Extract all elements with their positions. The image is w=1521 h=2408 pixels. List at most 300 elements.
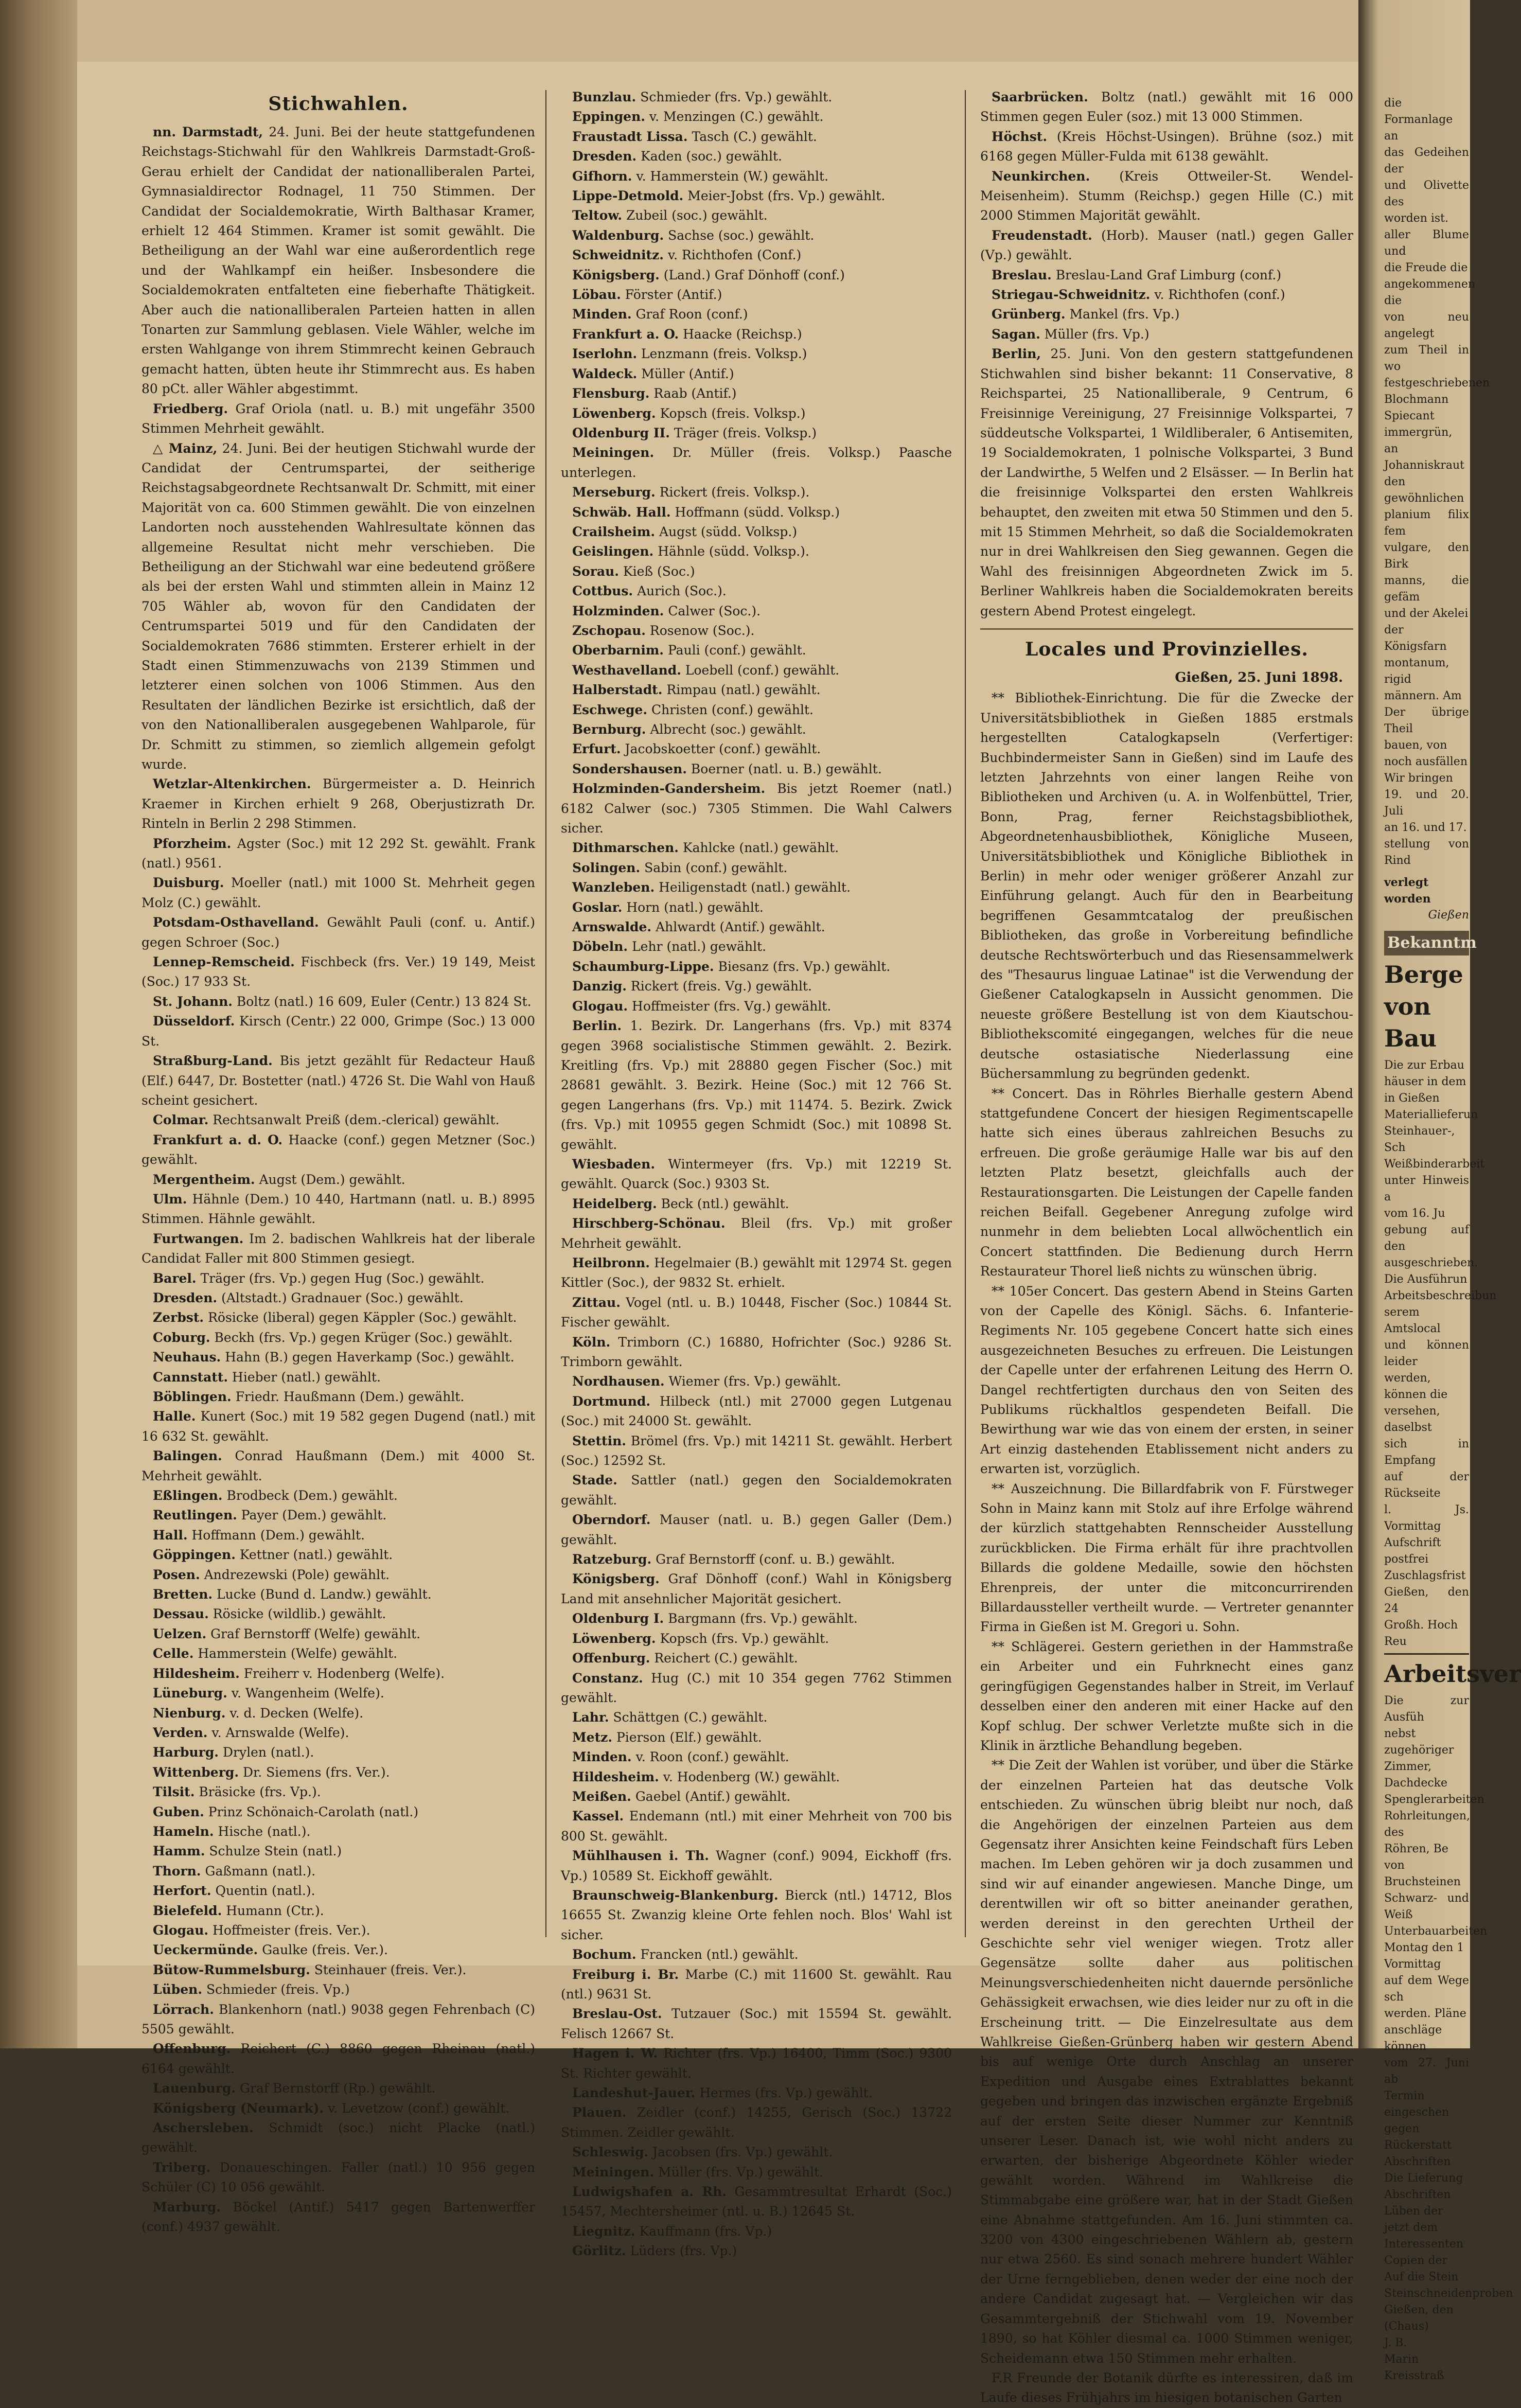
result-text: Sabin (conf.) gewählt. bbox=[644, 860, 788, 875]
constituency-name: Bielefeld. bbox=[153, 1903, 222, 1918]
local-news-item: ** Auszeichnung. Die Billardfabrik von F. Fürstweger Sohn in Mainz kann mit Stolz auf ihre Erfolge während der kürzlich stattgehabten Rennscheider Ausstellung zurückblicken. Die Firma erhält für ihre prachtvollen Billards die goldene Medaille, sowie den höchsten Ehrenpreis, der unter die mitconcurrirenden Billardaussteller vertheilt wurde. — Vertreter genannter Firma in Gießen ist M. Gregori u. Sohn. bbox=[980, 1481, 1353, 1635]
constituency-name: Düsseldorf. bbox=[153, 1014, 235, 1029]
constituency-name: Stade. bbox=[572, 1473, 617, 1488]
result-text: Reichert (C.) 8860 gegen Rheinau (natl.) 6164 gewählt. bbox=[142, 2041, 535, 2076]
constituency-name: Triberg. bbox=[153, 2159, 211, 2175]
constituency-name: Erfurt. bbox=[572, 741, 621, 757]
result-entry bbox=[142, 1170, 535, 1190]
result-text: Bräsicke (frs. Vp.). bbox=[199, 1784, 321, 1800]
fragment-line: sich in Empfang bbox=[1384, 1438, 1469, 1467]
constituency-name: △ Mainz, bbox=[153, 440, 218, 456]
result-text: Gesammtresultat Erhardt (Soc.) 15457, Mechtersheimer (ntl. u. B.) 12645 St. bbox=[561, 2184, 952, 2219]
fragment-lines bbox=[1384, 95, 1490, 869]
constituency-name: Waldeck. bbox=[572, 366, 638, 381]
result-entry bbox=[561, 878, 952, 897]
arbeitsvergebung-title: Arbeitsver bbox=[1384, 1653, 1469, 1690]
result-entry bbox=[561, 1431, 952, 1471]
result-text: v. Levetzow (conf.) gewählt. bbox=[328, 2100, 510, 2116]
result-entry bbox=[561, 384, 952, 403]
fragment-line: vom 16. Ju bbox=[1384, 1207, 1445, 1220]
result-entry bbox=[561, 562, 952, 581]
constituency-name: Hildesheim. bbox=[572, 1769, 659, 1784]
constituency-name: Meiningen. bbox=[572, 445, 655, 461]
result-text: Jacobskoetter (conf.) gewählt. bbox=[625, 741, 821, 757]
result-entry bbox=[142, 992, 535, 1012]
constituency-name: Schwäb. Hall. bbox=[572, 504, 671, 520]
result-entry bbox=[142, 1012, 535, 1051]
constituency-name: Barel. bbox=[153, 1270, 197, 1286]
local-news-item: ** 105er Concert. Das gestern Abend in Steins Garten von der Capelle des Königl. Sächs. 6. Infanterie-Regiments Nr. 105 gegebene Concert hatte sich eines ausgezeichneten Besuches zu erfreuen. Die Leistungen der Capelle unter der erfahrenen Leitung des Herrn O. Dangel rechtfertigten durchaus den von Seiten des Publikums rückhaltlos gespendeten Beifall. Die Bewirthung war wie das von einem der ersten, in seiner Art einzig dastehenden Etablissement nicht anders zu erwarten ist, vorzüglich. bbox=[980, 1283, 1353, 1477]
result-text: Drylen (natl.). bbox=[222, 1745, 314, 1760]
fragment-line: auf der Rückseite bbox=[1384, 1471, 1469, 1500]
result-text: Wagner (conf.) 9094, Eickhoff (frs. Vp.) 10589 St. Eickhoff gewählt. bbox=[561, 1848, 952, 1883]
constituency-name: Balingen. bbox=[153, 1448, 222, 1464]
fragment-line: Rohrleitungen, des bbox=[1384, 1810, 1471, 1839]
result-entry bbox=[561, 423, 952, 443]
result-entry bbox=[561, 1194, 952, 1214]
constituency-name: Hall. bbox=[153, 1527, 188, 1543]
result-entry bbox=[142, 1604, 535, 1624]
election-results-list bbox=[561, 87, 952, 2261]
result-text: v. Hodenberg (W.) gewählt. bbox=[663, 1769, 840, 1784]
constituency-name: Duisburg. bbox=[153, 875, 224, 891]
fragment-line: jetzt dem bbox=[1384, 2221, 1438, 2234]
constituency-name: Sorau. bbox=[572, 563, 619, 579]
result-entry bbox=[561, 364, 952, 384]
result-entry bbox=[142, 952, 535, 992]
fragment-line: Interessenten bbox=[1384, 2238, 1464, 2251]
constituency-name: Glogau. bbox=[572, 998, 628, 1014]
result-entry bbox=[561, 2004, 952, 2044]
result-text: Müller (Antif.) bbox=[641, 366, 734, 381]
result-entry bbox=[561, 1708, 952, 1727]
result-entry bbox=[561, 305, 952, 324]
fragment-line: werden, können die bbox=[1384, 1372, 1448, 1401]
constituency-name: Bunzlau. bbox=[572, 90, 636, 104]
result-text: Graf Dönhoff (conf.) Wahl in Königsberg Land mit ansehnlicher Majorität gesichert. bbox=[561, 1571, 952, 1606]
result-text: Calwer (Soc.). bbox=[668, 603, 761, 618]
fragment-line: den gewöhnlichen bbox=[1384, 475, 1464, 505]
constituency-name: Stettin. bbox=[572, 1433, 626, 1448]
constituency-name: Sagan. bbox=[992, 326, 1040, 342]
result-entry bbox=[561, 957, 952, 977]
result-entry bbox=[561, 2241, 952, 2261]
constituency-name: Frankfurt a. d. O. bbox=[153, 1132, 283, 1147]
result-entry bbox=[142, 774, 535, 834]
fragment-line: Auf die Stein bbox=[1384, 2271, 1459, 2283]
result-entry bbox=[561, 1253, 952, 1293]
constituency-name: Lüneburg. bbox=[153, 1686, 227, 1701]
constituency-name: Offenburg. bbox=[153, 2041, 231, 2057]
result-entry bbox=[561, 2163, 952, 2182]
fragment-line: gegen Rückerstatt bbox=[1384, 2122, 1452, 2152]
fragment-line: das Gedeihen der bbox=[1384, 146, 1469, 175]
fragment-line: Vormittag bbox=[1384, 1958, 1441, 1971]
constituency-name: Bütow-Rummelsburg. bbox=[153, 1962, 310, 1977]
local-news-item: ** Die Zeit der Wahlen ist vorüber, und über die Stärke der einzelnen Parteien hat das deutsche Volk entschieden. Zu wünschen übrig bleibt nur noch, daß die Angehörigen der einzelnen Parteien aus dem Gegensatz ihrer Ansichten keine Feindschaft fürs Leben machen. Im Leben gehören wir ja doch zusammen und sind wir auf einander angewiesen. Manche Dinge, um derentwillen wir oft so bitter aneinander gerathen, werden dereinst in den gerechten Urtheil der Geschichte sehr viel weniger wiegen. Trotz aller Gegensätze sollte daher aus politischen Meinungsverschiedenheiten nicht dauernde persönliche Gehässigkeit erwachsen, wie dies leider nur zu oft in die Erscheinung tritt. — Die Einzelresultate aus dem Wahlkreise Gießen-Grünberg haben wir gestern Abend bis auf wenige Orte durch Anschlag an unserer Expedition und Ausgabe eines Extrablattes bekannt gegeben und bringen das inzwischen ergänzte Ergebniß auf der ersten Seite dieser Nummer zur Kenntniß unserer Leser. Danach ist, wie wohl nicht anders zu erwarten, der bisherige Abgeordnete Köhler wieder gewählt worden. Während im Wahlkreise die Stimmabgabe eine größere war, hat in der Stadt Gießen eine Abnahme stattgefunden. Am 16. Juni stimmten ca. 3200 von 4300 eingeschriebenen Wählern ab, gestern nur etwa 2560. Es sind sonach mehrere hundert Wähler der Urne ferngeblieben, denen weder der eine noch der andere Candidat zugesagt hat. — Vergleichen wir das Gesammtergebniß der Stichwahl vom 19. November 1890, so hat Köhler diesmal ca. 1000 Stimmen weniger, Scheidemann etwa 150 Stimmen mehr erhalten. bbox=[980, 1758, 1353, 2366]
fragment-line: manns, die gefäm bbox=[1384, 574, 1469, 604]
result-entry bbox=[142, 1684, 535, 1703]
result-entry bbox=[561, 1886, 952, 1945]
result-entry bbox=[561, 285, 952, 305]
result-entry bbox=[561, 443, 952, 483]
result-text: Lüders (frs. Vp.) bbox=[630, 2243, 737, 2259]
election-results-list bbox=[980, 87, 1353, 621]
fragment-line: Aufschrift postfrei bbox=[1384, 1536, 1441, 1566]
result-text: Lenzmann (freis. Volksp.) bbox=[641, 346, 807, 362]
result-text: Graf Oriola (natl. u. B.) mit ungefähr 3500 Stimmen Mehrheit gewählt. bbox=[142, 401, 535, 436]
result-text: Rickert (freis. Vg.) gewählt. bbox=[630, 979, 812, 994]
constituency-name: Cottbus. bbox=[572, 583, 633, 599]
constituency-name: Neuhaus. bbox=[153, 1350, 221, 1365]
constituency-name: Posen. bbox=[153, 1567, 200, 1582]
result-text: Graf Bernstorff (Rp.) gewählt. bbox=[240, 2081, 436, 2096]
result-entry bbox=[561, 1965, 952, 2005]
constituency-name: Nordhausen. bbox=[572, 1374, 665, 1389]
result-entry bbox=[142, 1506, 535, 1525]
result-entry bbox=[561, 1016, 952, 1155]
constituency-name: Meißen. bbox=[572, 1789, 631, 1804]
result-text: Förster (Antif.) bbox=[625, 287, 722, 303]
constituency-name: Flensburg. bbox=[572, 386, 650, 401]
fragment-line: Spenglerarbeiten bbox=[1384, 1793, 1484, 1806]
constituency-name: Dessau. bbox=[153, 1606, 209, 1622]
result-entry bbox=[561, 1392, 952, 1431]
constituency-name: Saarbrücken. bbox=[992, 90, 1088, 104]
fragment-line: häuser in dem bbox=[1384, 1075, 1466, 1088]
section-title-stichwahlen: Stichwahlen. bbox=[268, 93, 409, 115]
constituency-name: Bretten. bbox=[153, 1587, 213, 1602]
result-entry bbox=[561, 1787, 952, 1807]
result-text: Rickert (freis. Volksp.). bbox=[659, 485, 810, 500]
result-entry bbox=[561, 1214, 952, 1253]
result-text: Gewählt Pauli (conf. u. Antif.) gegen Schroer (Soc.) bbox=[142, 915, 536, 950]
result-text: Ahlwardt (Antif.) gewählt. bbox=[656, 919, 825, 935]
result-text: v. Roon (conf.) gewählt. bbox=[635, 1749, 789, 1765]
result-entry bbox=[142, 1308, 535, 1327]
constituency-name: Cannstatt. bbox=[153, 1369, 228, 1385]
result-text: Bürgermeister a. D. Heinrich Kraemer in Kirchen erhielt 9 268, Oberjustizrath Dr. Rinteln in Berlin 2 298 Stimmen. bbox=[142, 776, 535, 831]
result-entry bbox=[561, 1945, 952, 1964]
constituency-name: Metz. bbox=[572, 1729, 613, 1745]
result-entry bbox=[561, 1293, 952, 1333]
column-adjacent-page-fragment bbox=[1384, 95, 1521, 2382]
constituency-name: Grünberg. bbox=[992, 307, 1066, 322]
constituency-name: Köln. bbox=[572, 1334, 611, 1350]
constituency-name: Thorn. bbox=[153, 1863, 201, 1879]
constituency-name: Breslau. bbox=[992, 267, 1052, 282]
fragment-line: Abschriften bbox=[1384, 2188, 1451, 2201]
constituency-name: Löwenberg. bbox=[572, 1631, 656, 1646]
constituency-name: Ueckermünde. bbox=[153, 1942, 258, 1958]
fragment-line: immergrün, an bbox=[1384, 426, 1453, 455]
fragment-line: in Gießen bbox=[1384, 1092, 1440, 1105]
fragment-line: Zimmer, Dachdecke bbox=[1384, 1760, 1448, 1790]
election-results-list bbox=[142, 122, 535, 2237]
result-entry bbox=[561, 1767, 952, 1787]
result-text: Lucke (Bund d. Landw.) gewählt. bbox=[217, 1587, 432, 1602]
result-text: Sachse (soc.) gewählt. bbox=[668, 227, 815, 243]
constituency-name: Göppingen. bbox=[153, 1547, 236, 1563]
constituency-name: Potsdam-Osthavelland. bbox=[153, 915, 319, 930]
fragment-line: Die zur Ausfüh bbox=[1384, 1694, 1469, 1724]
constituency-name: Celle. bbox=[153, 1646, 194, 1661]
result-text: Bis jetzt Roemer (natl.) 6182 Calwer (soc.) 7305 Stimmen. Die Wahl Calwers sicher. bbox=[561, 781, 952, 836]
result-text: Gaebel (Antif.) gewählt. bbox=[635, 1789, 791, 1804]
result-entry bbox=[561, 621, 952, 641]
fragment-line: männern. Am bbox=[1384, 689, 1462, 702]
result-text: Hähnle (Dem.) 10 440, Hartmann (natl. u. B.) 8995 Stimmen. Hähnle gewählt. bbox=[142, 1191, 535, 1227]
constituency-name: Berlin. bbox=[572, 1018, 622, 1034]
constituency-name: Goslar. bbox=[572, 899, 623, 915]
result-entry bbox=[142, 1881, 535, 1901]
fragment-line: Montag den 1 bbox=[1384, 1941, 1464, 1954]
result-entry bbox=[980, 265, 1353, 285]
constituency-name: Görlitz. bbox=[572, 2243, 626, 2259]
result-text: (Altstadt.) Gradnauer (Soc.) gewählt. bbox=[221, 1290, 464, 1305]
constituency-name: Oldenburg I. bbox=[572, 1611, 664, 1626]
fragment-line: ausgeschrieben. bbox=[1384, 1256, 1478, 1269]
result-text: Meier-Jobst (frs. Vp.) gewählt. bbox=[687, 188, 886, 204]
result-text: Böckel (Antif.) 5417 gegen Bartenwerffer (conf.) 4937 gewählt. bbox=[142, 2199, 535, 2235]
constituency-name: Heidelberg. bbox=[572, 1196, 657, 1211]
result-text: v. Hammerstein (W.) gewählt. bbox=[636, 168, 829, 184]
result-text: (Horb). Mauser (natl.) gegen Galler (Vp.) gewählt. bbox=[980, 227, 1353, 263]
fragment-line: Materiallieferun bbox=[1384, 1108, 1478, 1121]
result-entry bbox=[561, 977, 952, 996]
fragment-line: Copien der bbox=[1384, 2254, 1447, 2267]
result-entry bbox=[561, 680, 952, 700]
result-text: v. Richthofen (conf.) bbox=[1154, 287, 1285, 303]
fragment-lines bbox=[1384, 1057, 1497, 1650]
result-text: 24. Juni. Bei der heute stattgefundenen Reichstags-Stichwahl für den Wahlkreis Darmstadt-Groß-Gerau erhielt der Candidat der nationalliberalen Partei, Gymnasialdirector Rodnagel, 11 750 Stimmen. Der Candidat der Socialdemokratie, Wirth Balthasar Kramer, erhielt 12 464 Stimmen. Kramer ist somit gewählt. Die Betheiligung an der Wahl war eine außerordentlich rege und der Wahlkampf ein heißer. Insbesondere die Socialdemokraten entfalteten eine fieberhafte Thätigkeit. Aber auch die nationalliberalen Parteien hatten in allen Tonarten zur Sammlung geblasen. Viele Wähler, welche im ersten Wahlgange von ihrem Stimmrecht keinen Gebrauch gemacht hatten, übten heute ihr Stimmrecht aus. Es haben 80 pCt. aller Wähler abgestimmt. bbox=[142, 125, 535, 397]
result-text: Pierson (Elf.) gewählt. bbox=[616, 1729, 762, 1745]
fragment-line: stellung von Rind bbox=[1384, 838, 1469, 867]
fragment-line: worden ist. bbox=[1384, 212, 1449, 225]
result-text: Raab (Antif.) bbox=[653, 386, 737, 401]
constituency-name: Eschwege. bbox=[572, 702, 648, 717]
result-entry bbox=[561, 522, 952, 542]
fragment-line: Der übrige Theil bbox=[1384, 706, 1469, 735]
result-text: Schmidt (soc.) nicht Placke (natl.) gewählt. bbox=[142, 2120, 535, 2155]
constituency-name: Mühlhausen i. Th. bbox=[572, 1848, 709, 1864]
constituency-name: Freudenstadt. bbox=[992, 227, 1092, 243]
result-text: (Kreis Höchst-Usingen). Brühne (soz.) mit 6168 gegen Müller-Fulda mit 6138 gewählt. bbox=[980, 129, 1353, 164]
result-text: Rechtsanwalt Preiß (dem.-clerical) gewählt. bbox=[213, 1112, 500, 1128]
constituency-name: St. Johann. bbox=[153, 994, 233, 1009]
result-entry bbox=[142, 1407, 535, 1446]
fragment-line: und der Akelei bbox=[1384, 607, 1469, 620]
constituency-name: Zschopau. bbox=[572, 623, 646, 638]
constituency-name: Ulm. bbox=[153, 1191, 187, 1207]
result-entry bbox=[142, 2158, 535, 2198]
constituency-name: Meiningen. bbox=[572, 2164, 655, 2180]
constituency-name: Zerbst. bbox=[153, 1310, 204, 1325]
fragment-line: anschläge können bbox=[1384, 2024, 1442, 2053]
constituency-name: Liegnitz. bbox=[572, 2223, 635, 2239]
result-entry bbox=[142, 2099, 535, 2118]
result-text: Steinhauer (freis. Ver.). bbox=[314, 1962, 467, 1977]
constituency-name: Teltow. bbox=[572, 208, 623, 223]
constituency-name: Marburg. bbox=[153, 2199, 221, 2215]
result-entry bbox=[561, 167, 952, 186]
result-text: Schmieder (frs. Vp.) gewählt. bbox=[640, 90, 833, 104]
result-text: Mauser (natl. u. B.) gegen Galler (Dem.) gewählt. bbox=[561, 1512, 952, 1547]
column-rule bbox=[545, 90, 546, 1937]
constituency-name: Hildesheim. bbox=[153, 1666, 240, 1681]
result-entry bbox=[980, 325, 1353, 344]
result-entry bbox=[142, 1980, 535, 1999]
result-entry bbox=[142, 834, 535, 874]
result-text: Conrad Haußmann (Dem.) mit 4000 St. Mehrheit gewählt. bbox=[142, 1448, 535, 1483]
constituency-name: Offenburg. bbox=[572, 1651, 650, 1666]
result-entry bbox=[142, 1269, 535, 1288]
fragment-line: Die Ausführun bbox=[1384, 1273, 1467, 1286]
result-text: Gaßmann (natl.). bbox=[205, 1863, 316, 1879]
constituency-name: Holzminden. bbox=[572, 603, 664, 618]
fragment-line: Die Lieferung bbox=[1384, 2172, 1463, 2185]
result-entry bbox=[142, 1585, 535, 1604]
fragment-line: J. B. bbox=[1384, 2336, 1407, 2349]
result-text: Zeidler (conf.) 14255, Gerisch (Soc.) 13722 Stimmen. Zeidler gewählt. bbox=[561, 2105, 952, 2140]
fragment-line: zum Theil in wo bbox=[1384, 344, 1469, 373]
result-entry bbox=[561, 2222, 952, 2241]
constituency-name: Gifhorn. bbox=[572, 168, 632, 184]
verlegt-place: Gießen bbox=[1428, 909, 1469, 922]
result-entry bbox=[142, 873, 535, 913]
result-text: Rösicke (wildlib.) gewählt. bbox=[213, 1606, 386, 1622]
constituency-name: Harburg. bbox=[153, 1745, 219, 1760]
constituency-name: Oldenburg II. bbox=[572, 425, 670, 440]
fragment-line: Gießen, den bbox=[1384, 2304, 1454, 2316]
result-text: Kaden (soc.) gewählt. bbox=[641, 149, 782, 164]
result-text: Hahn (B.) gegen Haverkamp (Soc.) gewählt. bbox=[225, 1350, 515, 1365]
result-entry bbox=[142, 2000, 535, 2040]
fragment-line: die Formanlage an bbox=[1384, 97, 1453, 143]
constituency-name: Dortmund. bbox=[572, 1393, 651, 1409]
result-entry bbox=[561, 2083, 952, 2103]
result-entry bbox=[561, 206, 952, 225]
result-text: Graf Bernstorff (conf. u. B.) gewählt. bbox=[656, 1552, 895, 1567]
result-text: Schättgen (C.) gewählt. bbox=[613, 1710, 768, 1725]
result-text: Schulze Stein (natl.) bbox=[209, 1844, 342, 1859]
result-text: Schmieder (freis. Vp.) bbox=[206, 1982, 350, 1997]
result-entry bbox=[561, 1155, 952, 1194]
result-entry bbox=[561, 1510, 952, 1550]
fragment-line: Blochmann Spiecant bbox=[1384, 393, 1449, 422]
fragment-line: und können leider bbox=[1384, 1339, 1469, 1368]
result-text: Hegelmaier (B.) gewählt mit 12974 St. gegen Kittler (Soc.), der 9832 St. erhielt. bbox=[561, 1255, 952, 1290]
result-entry bbox=[561, 937, 952, 957]
result-entry bbox=[561, 759, 952, 779]
result-text: Blankenhorn (natl.) 9038 gegen Fehrenbach (C) 5505 gewählt. bbox=[142, 2002, 535, 2037]
result-entry bbox=[142, 1387, 535, 1407]
berge-title: Berge von Bau bbox=[1384, 961, 1463, 1052]
constituency-name: Guben. bbox=[153, 1804, 204, 1819]
constituency-name: Schweidnitz. bbox=[572, 247, 664, 263]
result-entry bbox=[142, 1862, 535, 1881]
result-entry bbox=[561, 1728, 952, 1747]
constituency-name: Bernburg. bbox=[572, 722, 646, 737]
result-text: Bierck (ntl.) 14712, Blos 16655 St. Zwanzig kleine Orte fehlen noch. Blos' Wahl ist sicher. bbox=[561, 1887, 952, 1942]
fragment-line: die Freude die bbox=[1384, 261, 1468, 274]
result-text: Tasch (C.) gewählt. bbox=[692, 129, 817, 144]
constituency-name: Schaumburg-Lippe. bbox=[572, 959, 714, 974]
constituency-name: Lüben. bbox=[153, 1982, 203, 1997]
result-entry bbox=[142, 1664, 535, 1684]
constituency-name: Wanzleben. bbox=[572, 880, 655, 895]
result-text: Vogel (ntl. u. B.) 10448, Fischer (Soc.) 10844 St. Fischer gewählt. bbox=[561, 1295, 952, 1330]
constituency-name: Furtwangen. bbox=[153, 1231, 244, 1246]
dateline: Gießen, 25. Juni 1898. bbox=[1175, 669, 1343, 685]
fragment-line: Unterbauarbeiten bbox=[1384, 1925, 1488, 1938]
fragment-line: serem Amtslocal bbox=[1384, 1306, 1441, 1335]
fragment-line: und Olivette des bbox=[1384, 179, 1469, 208]
result-text: Boerner (natl. u. B.) gewählt. bbox=[691, 761, 882, 776]
result-entry bbox=[561, 1629, 952, 1649]
result-entry bbox=[142, 1190, 535, 1229]
constituency-name: Merseburg. bbox=[572, 485, 656, 500]
fragment-line: vulgare, den Birk bbox=[1384, 541, 1469, 571]
constituency-name: Minden. bbox=[572, 1749, 632, 1765]
result-text: Fischbeck (frs. Ver.) 19 149, Meist (Soc.) 17 933 St. bbox=[142, 954, 535, 989]
result-text: Wintermeyer (frs. Vp.) mit 12219 St. gewählt. Quarck (Soc.) 9303 St. bbox=[561, 1156, 952, 1192]
fragment-line: bauen, von bbox=[1384, 739, 1447, 752]
constituency-name: Böblingen. bbox=[153, 1389, 232, 1404]
result-text: Breslau-Land Graf Limburg (conf.) bbox=[1055, 267, 1282, 282]
result-text: Haacke (Reichsp.) bbox=[683, 326, 802, 342]
fragment-line: angekommenen die bbox=[1384, 278, 1476, 307]
result-entry bbox=[561, 1649, 952, 1668]
result-entry bbox=[561, 483, 952, 502]
local-news-list bbox=[980, 688, 1353, 2407]
result-entry bbox=[142, 1921, 535, 1940]
fragment-line: Steinhauer-, Sch bbox=[1384, 1125, 1455, 1154]
local-news-item: ** Concert. Das in Röhrles Bierhalle gestern Abend stattgefundene Concert der hiesigen Regimentscapelle hatte sich eines überaus zahlreichen Besuchs zu erfreuen. Die große geräumige Halle war bis auf den letzten Platz besetzt, gleichfalls auch der Restaurationsgarten. Die Leistungen der Capelle fanden reichen Beifall. Gegebener Anregung zufolge wird nunmehr in dem beliebten Local allwöchentlich ein Concert stattfinden. Die Bedienung durch Herrn Restaurateur Thorel ließ nichts zu wünschen übrig. bbox=[980, 1086, 1353, 1279]
fragment-line: Reu bbox=[1384, 1635, 1407, 1648]
fragment-line: gebung auf den bbox=[1384, 1224, 1469, 1253]
result-entry bbox=[980, 167, 1353, 226]
result-text: Hermes (frs. Vp.) gewählt. bbox=[699, 2085, 873, 2101]
result-entry bbox=[142, 1782, 535, 1802]
result-text: Humann (Ctr.). bbox=[226, 1903, 324, 1918]
fragment-line: von neu angelegt bbox=[1384, 311, 1469, 340]
constituency-name: Eßlingen. bbox=[153, 1488, 223, 1503]
result-text: Tutzauer (Soc.) mit 15594 St. gewählt. Felisch 12667 St. bbox=[561, 2006, 952, 2041]
constituency-name: Lennep-Remscheid. bbox=[153, 954, 295, 970]
result-entry bbox=[561, 226, 952, 245]
result-text: Müller (frs. Vp.) gewählt. bbox=[658, 2164, 824, 2180]
constituency-name: Ludwigshafen a. Rh. bbox=[572, 2184, 727, 2200]
fragment-line: noch ausfällen bbox=[1384, 755, 1467, 768]
fragment-line: aller Blume und bbox=[1384, 228, 1469, 258]
local-news-item: F.R Freunde der Botanik dürfte es interessiren, daß im Laufe dieses Frühjahrs im hiesigen botanischen Garten bbox=[980, 2370, 1353, 2405]
result-text: v. Wangenheim (Welfe). bbox=[231, 1686, 384, 1701]
constituency-name: nn. Darmstadt, bbox=[153, 125, 263, 139]
constituency-name: Dresden. bbox=[153, 1290, 218, 1305]
result-text: Beckh (frs. Vp.) gegen Krüger (Soc.) gewählt. bbox=[214, 1330, 513, 1345]
result-text: Hieber (natl.) gewählt. bbox=[232, 1369, 381, 1385]
result-entry bbox=[142, 2198, 535, 2237]
result-entry bbox=[561, 661, 952, 680]
fragment-line: Abschriften bbox=[1384, 2155, 1451, 2168]
result-entry bbox=[561, 1846, 952, 1886]
fragment-line: Schwarz- und Weiß bbox=[1384, 1892, 1469, 1921]
fragment-line: festgeschriebenen bbox=[1384, 377, 1490, 389]
result-entry bbox=[980, 285, 1353, 305]
result-entry bbox=[561, 404, 952, 423]
result-text: Augst (Dem.) gewählt. bbox=[259, 1172, 405, 1187]
